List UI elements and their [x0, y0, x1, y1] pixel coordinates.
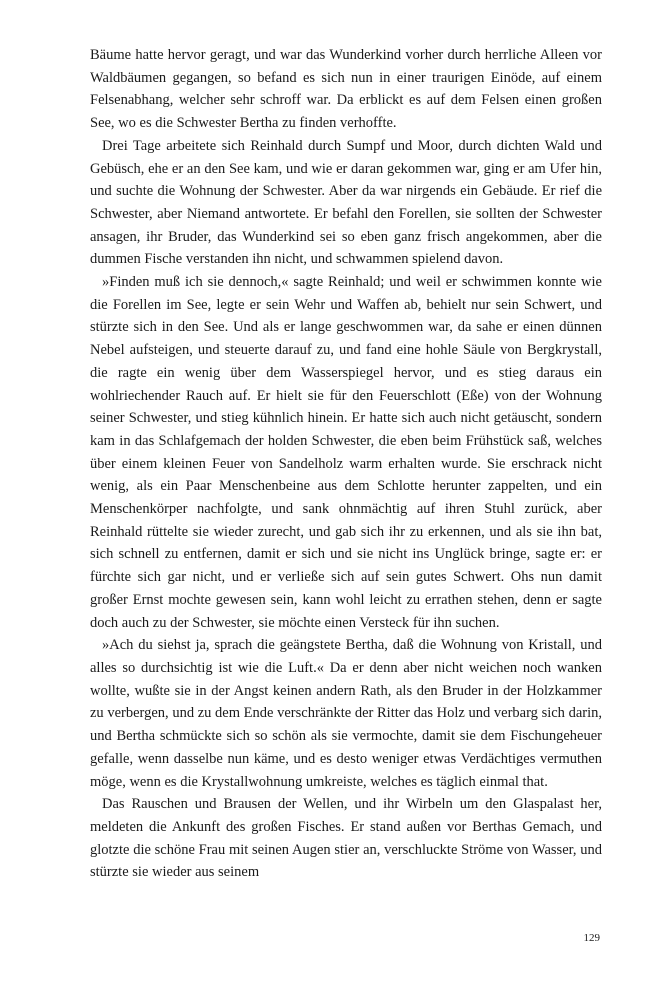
paragraph-5: Das Rauschen und Brausen der Wellen, und ihr Wirbeln um den Glaspalast her, meldeten die Ankunft des großen Fisches. Er stand außen vor Berthas Gemach, und glotzte die schöne Frau mit seinen Augen stier an, verschluckte Ströme von Wasser, und stürzte sie wieder aus seinem	[90, 796, 602, 881]
page-number: 129	[583, 932, 600, 944]
paragraph-2: Drei Tage arbeitete sich Reinhald durch Sumpf und Moor, durch dichten Wald und Gebüsch, ehe er an den See kam, und wie er daran gekommen war, ging er am Ufer hin, und suchte die Wohnung der Schwester. Aber da war nirgends ein Gebäude. Er rief die Schwester, aber Niemand antwortete. Er befahl den Forellen, sie sollten der Schwester ansagen, ihr Bruder, das Wunderkind sei so eben ganz frisch angekommen, aber die dummen Fische verstanden ihn nicht, und schwammen spielend davon.	[90, 137, 602, 268]
paragraph-1: Bäume hatte hervor geragt, und war das Wunderkind vorher durch herrliche Alleen vor Waldbäumen gegangen, so befand es sich nun in einer traurigen Einöde, auf einem Felsenabhang, welcher sehr schroff war. Da erblickt es auf dem Felsen einen großen See, wo es die Schwester Bertha zu finden verhoffte.	[90, 47, 602, 132]
paragraph-4: »Ach du siehst ja, sprach die geängstete Bertha, daß die Wohnung von Kristall, und alles so durchsichtig ist wie die Luft.« Da er denn aber nicht weichen noch wanken wollte, wußte sie in der Angst keinen andern Rath, als den Bruder in der Holzkammer zu verbergen, und zu dem Ende verschränkte der Ritter das Holz und verbarg sich darin, und Bertha schmückte sich so schön als sie vermochte, damit sie dem Fischungeheuer gefalle, wenn dasselbe nun käme, und es desto weniger etwas Verdächtiges vermuthen möge, wenn es die Krystallwohnung umkreiste, welches es täglich einmal that.	[90, 637, 602, 790]
paragraph-3: »Finden muß ich sie dennoch,« sagte Reinhald; und weil er schwimmen konnte wie die Forellen im See, legte er sein Wehr und Waffen ab, behielt nur sein Schwert, und stürzte sich in den See. Und als er lange geschwommen war, da sahe er einen dünnen Nebel aufsteigen, und steuerte darauf zu, und fand eine hohle Säule von Bergkrystall, die ragte ein wenig über dem Wasserspiegel hervor, und es stieg daraus ein wohlriechender Rauch auf. Er hielt sie für den Feuerschlott (Eße) von der Wohnung seiner Schwester, und stieg kühnlich hinein. Er hatte sich auch nicht getäuscht, sondern kam in das Schlafgemach der holden Schwester, die eben beim Frühstück saß, welches über einem kleinen Feuer von Sandelholz warm erhalten wurde. Sie erschrack nicht wenig, als ein Paar Menschenbeine aus dem Schlotte herunter zappelten, und ein Menschenkörper nachfolgte, und sank ohnmächtig auf ihren Stuhl zurück, aber Reinhald rüttelte sie wieder zurecht, und gab sich ihr zu erkennen, und als sie ihn bat, sich schnell zu entfernen, damit er sich und sie nicht ins Unglück bringe, sagte er: er fürchte sich gar nicht, und er verließe sich auf sein gutes Schwert. Ohs nun damit großer Ernst mochte gewesen sein, kann wohl leicht zu errathen stehen, denn er sagte doch auch zu der Schwester, sie möchte einen Versteck für ihn suchen.	[90, 274, 602, 631]
page-body	[90, 44, 602, 884]
